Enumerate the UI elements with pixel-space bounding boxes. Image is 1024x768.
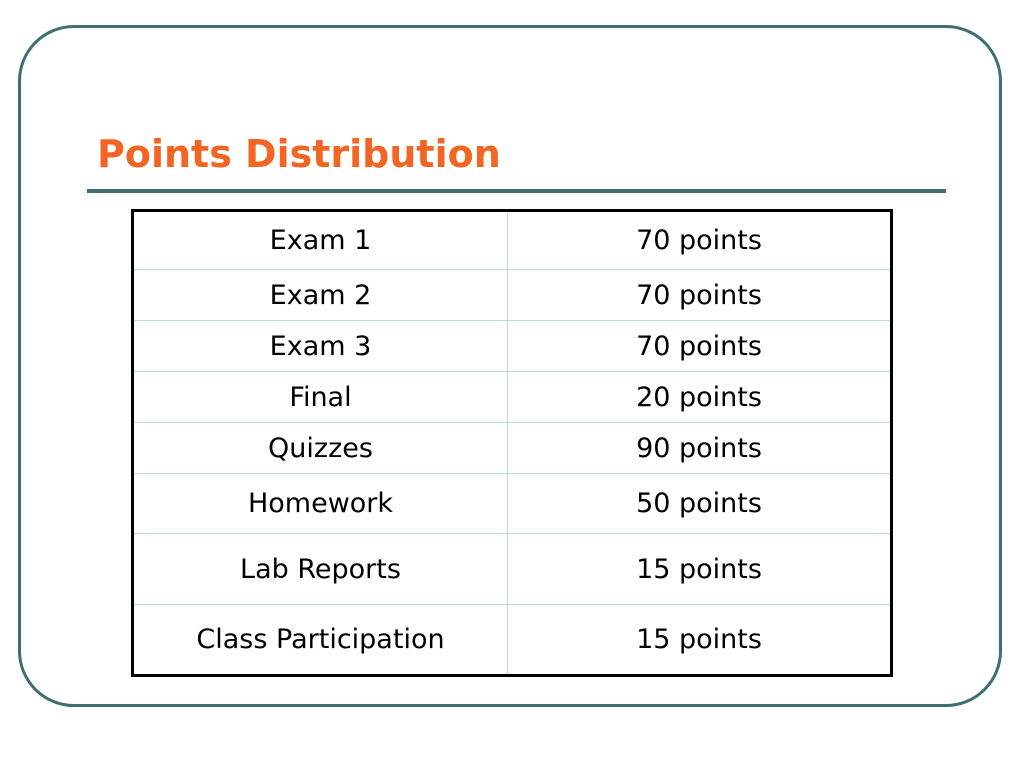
item-cell: Class Participation	[133, 605, 508, 676]
title-underline	[87, 189, 946, 193]
points-table	[131, 209, 893, 677]
points-cell: 70 points	[508, 321, 892, 372]
points-cell: 70 points	[508, 270, 892, 321]
table-row	[133, 321, 892, 372]
points-cell: 15 points	[508, 534, 892, 605]
table-row	[133, 211, 892, 270]
item-cell: Homework	[133, 474, 508, 534]
points-cell: 90 points	[508, 423, 892, 474]
item-cell: Exam 2	[133, 270, 508, 321]
table-row	[133, 474, 892, 534]
points-cell: 20 points	[508, 372, 892, 423]
item-cell: Exam 3	[133, 321, 508, 372]
points-cell: 70 points	[508, 211, 892, 270]
table-row	[133, 372, 892, 423]
table-row	[133, 534, 892, 605]
item-cell: Exam 1	[133, 211, 508, 270]
table-row	[133, 423, 892, 474]
item-cell: Final	[133, 372, 508, 423]
table-row	[133, 270, 892, 321]
points-cell: 15 points	[508, 605, 892, 676]
item-cell: Quizzes	[133, 423, 508, 474]
item-cell: Lab Reports	[133, 534, 508, 605]
table-row	[133, 605, 892, 676]
points-cell: 50 points	[508, 474, 892, 534]
slide-title: Points Distribution	[97, 132, 501, 176]
